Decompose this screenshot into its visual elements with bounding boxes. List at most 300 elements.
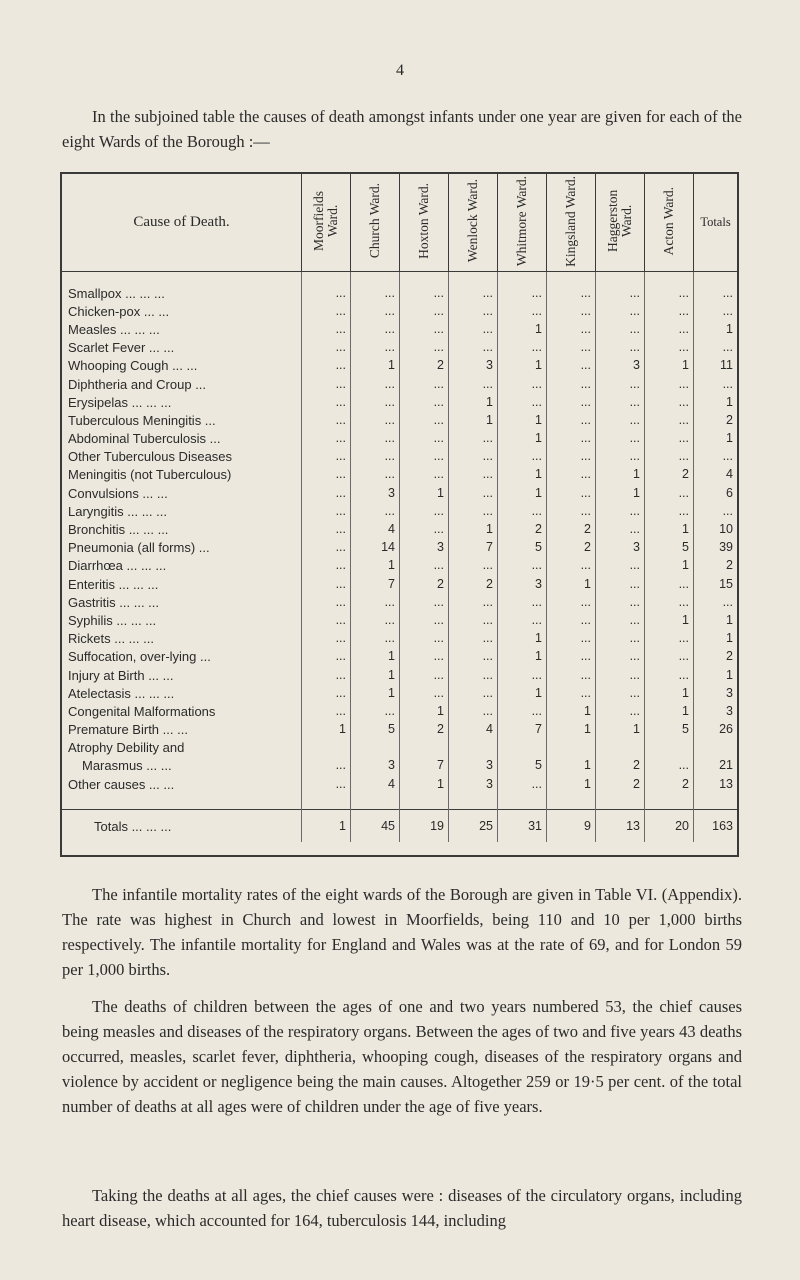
ward-value-cell (449, 793, 498, 810)
row-total-cell: 10 (694, 520, 738, 538)
ward-value-cell: ... (449, 648, 498, 666)
ward-value-cell: ... (547, 320, 596, 338)
ward-value-cell: 1 (498, 411, 547, 429)
ward-value-cell: ... (596, 448, 645, 466)
ward-value-cell: 1 (547, 721, 596, 739)
ward-value-cell: ... (596, 411, 645, 429)
ward-value-cell: ... (498, 302, 547, 320)
ward-value-cell (400, 272, 449, 285)
table-row (62, 539, 737, 557)
ward-value-cell: ... (351, 430, 400, 448)
row-total-cell: ... (694, 502, 738, 520)
cause-cell: Atelectasis ... ... ... (68, 685, 175, 701)
ward-value-cell (400, 739, 449, 757)
ward-value-cell: ... (302, 539, 351, 557)
ward-value-cell: ... (645, 484, 694, 502)
ward-value-cell: ... (400, 666, 449, 684)
ward-value-cell: ... (645, 648, 694, 666)
row-total-cell: 163 (694, 810, 738, 843)
ward-value-cell: ... (596, 575, 645, 593)
table-row (62, 666, 737, 684)
ward-value-cell: ... (400, 411, 449, 429)
ward-value-cell: ... (302, 520, 351, 538)
ward-value-cell (498, 739, 547, 757)
cause-cell: Whooping Cough ... ... (68, 358, 198, 374)
table-row (62, 320, 737, 338)
ward-value-cell (498, 793, 547, 810)
ward-value-cell: 31 (498, 810, 547, 843)
ward-header-label: Wenlock Ward. (465, 179, 480, 263)
table-row (62, 684, 737, 702)
ward-value-cell: ... (498, 393, 547, 411)
row-total-cell: 4 (694, 466, 738, 484)
ward-value-cell: 3 (498, 575, 547, 593)
ward-value-cell: ... (596, 375, 645, 393)
ward-value-cell: ... (596, 339, 645, 357)
ward-value-cell: ... (645, 393, 694, 411)
ward-header-label: Kingsland Ward. (563, 175, 578, 267)
ward-value-cell: ... (547, 484, 596, 502)
ward-value-cell: 1 (645, 520, 694, 538)
ward-header (351, 174, 400, 272)
ward-value-cell: ... (449, 702, 498, 720)
table-row (62, 721, 737, 739)
ward-value-cell: ... (596, 611, 645, 629)
ward-value-cell: 2 (547, 539, 596, 557)
ward-value-cell: ... (302, 466, 351, 484)
ward-value-cell (596, 739, 645, 757)
ward-value-cell: 1 (449, 520, 498, 538)
cause-cell: Smallpox ... ... ... (68, 285, 165, 301)
ward-value-cell: 1 (645, 702, 694, 720)
table-row (62, 775, 737, 793)
ward-value-cell: 1 (302, 810, 351, 843)
ward-value-cell: ... (400, 557, 449, 575)
paragraph-all-ages: Taking the deaths at all ages, the chief causes were : diseases of the circulatory organs, including heart disease, which accounted for 164, tuberculosis 144, including (62, 1186, 742, 1230)
cause-cell: Suffocation, over-lying ... (68, 649, 211, 665)
table-row (62, 302, 737, 320)
ward-value-cell: ... (596, 702, 645, 720)
ward-value-cell: 4 (449, 721, 498, 739)
table-row (62, 611, 737, 629)
ward-value-cell: 13 (596, 810, 645, 843)
table-row (62, 575, 737, 593)
ward-value-cell: 3 (449, 357, 498, 375)
table-row (62, 793, 737, 810)
totals-header: Totals (694, 174, 738, 272)
cause-cell: Injury at Birth ... ... (68, 667, 174, 683)
row-total-cell: 39 (694, 539, 738, 557)
row-total-cell: 1 (694, 430, 738, 448)
ward-value-cell: ... (596, 302, 645, 320)
ward-value-cell: ... (302, 684, 351, 702)
ward-value-cell: 1 (498, 357, 547, 375)
table-row (62, 375, 737, 393)
ward-value-cell: 1 (547, 775, 596, 793)
ward-value-cell: ... (498, 502, 547, 520)
ward-value-cell: 7 (498, 721, 547, 739)
ward-value-cell: 14 (351, 539, 400, 557)
ward-value-cell: ... (596, 393, 645, 411)
ward-value-cell (302, 793, 351, 810)
cause-cell: Laryngitis ... ... ... (68, 503, 167, 519)
ward-value-cell: 1 (547, 757, 596, 775)
ward-value-cell: ... (596, 284, 645, 302)
ward-value-cell: 7 (400, 757, 449, 775)
ward-value-cell (351, 793, 400, 810)
ward-value-cell: 5 (498, 539, 547, 557)
ward-value-cell: ... (351, 320, 400, 338)
ward-value-cell (547, 739, 596, 757)
ward-value-cell: ... (547, 684, 596, 702)
ward-value-cell: 1 (596, 484, 645, 502)
ward-value-cell: 25 (449, 810, 498, 843)
ward-value-cell: ... (400, 430, 449, 448)
ward-value-cell: ... (645, 757, 694, 775)
table-row (62, 430, 737, 448)
cause-cell: Convulsions ... ... (68, 485, 168, 501)
ward-value-cell: 1 (498, 430, 547, 448)
ward-value-cell: 1 (302, 721, 351, 739)
ward-value-cell (498, 272, 547, 285)
ward-value-cell: 1 (498, 630, 547, 648)
ward-value-cell: ... (645, 302, 694, 320)
row-total-cell: 6 (694, 484, 738, 502)
row-total-cell: 1 (694, 611, 738, 629)
ward-value-cell: ... (302, 630, 351, 648)
cause-cell: Diphtheria and Croup ... (68, 376, 207, 392)
ward-header (449, 174, 498, 272)
ward-value-cell: ... (351, 502, 400, 520)
row-total-cell: 21 (694, 757, 738, 775)
ward-value-cell: ... (449, 466, 498, 484)
ward-value-cell: 2 (449, 575, 498, 593)
ward-value-cell: ... (400, 393, 449, 411)
ward-value-cell: ... (547, 502, 596, 520)
ward-value-cell: ... (302, 430, 351, 448)
row-total-cell: 1 (694, 666, 738, 684)
cause-header: Cause of Death. (62, 174, 302, 272)
row-total-cell: ... (694, 339, 738, 357)
ward-value-cell: ... (596, 557, 645, 575)
table-row (62, 739, 737, 757)
ward-value-cell: 1 (449, 411, 498, 429)
ward-value-cell: ... (449, 284, 498, 302)
ward-value-cell: ... (302, 648, 351, 666)
ward-value-cell: ... (351, 411, 400, 429)
table-row (62, 484, 737, 502)
cause-cell: Enteritis ... ... ... (68, 576, 159, 592)
ward-value-cell: ... (645, 430, 694, 448)
ward-value-cell: ... (645, 375, 694, 393)
ward-value-cell: ... (596, 630, 645, 648)
ward-value-cell (351, 739, 400, 757)
ward-value-cell: 3 (351, 757, 400, 775)
table-header-row (62, 174, 737, 272)
ward-value-cell: ... (400, 648, 449, 666)
ward-value-cell: 2 (400, 575, 449, 593)
page-number: 4 (396, 62, 404, 79)
ward-value-cell: ... (351, 593, 400, 611)
ward-value-cell: ... (449, 557, 498, 575)
ward-value-cell: ... (449, 630, 498, 648)
cause-cell: Chicken-pox ... ... (68, 303, 170, 319)
table-row (62, 630, 737, 648)
ward-value-cell: ... (547, 339, 596, 357)
ward-value-cell: 1 (596, 466, 645, 484)
ward-value-cell: 1 (645, 611, 694, 629)
ward-value-cell: ... (302, 448, 351, 466)
ward-value-cell: ... (351, 702, 400, 720)
ward-value-cell: 2 (596, 757, 645, 775)
row-total-cell: 3 (694, 684, 738, 702)
ward-value-cell (596, 793, 645, 810)
ward-value-cell: 1 (351, 648, 400, 666)
ward-value-cell: ... (449, 502, 498, 520)
ward-value-cell: 2 (400, 721, 449, 739)
ward-value-cell: 3 (449, 757, 498, 775)
row-total-cell: 1 (694, 320, 738, 338)
ward-value-cell: ... (302, 411, 351, 429)
ward-value-cell: 1 (596, 721, 645, 739)
ward-value-cell: ... (645, 593, 694, 611)
table-row (62, 702, 737, 720)
cause-cell (62, 272, 302, 285)
ward-value-cell (645, 793, 694, 810)
ward-value-cell: ... (449, 666, 498, 684)
cause-cell: Meningitis (not Tuberculous) (68, 467, 232, 483)
ward-value-cell: 1 (449, 393, 498, 411)
ward-header (645, 174, 694, 272)
cause-cell: Erysipelas ... ... ... (68, 394, 172, 410)
ward-value-cell: ... (645, 575, 694, 593)
cause-cell: Pneumonia (all forms) ... (68, 540, 210, 556)
ward-value-cell: ... (645, 284, 694, 302)
ward-value-cell: ... (302, 393, 351, 411)
ward-value-cell: ... (547, 302, 596, 320)
ward-value-cell: ... (351, 448, 400, 466)
row-total-cell (694, 793, 738, 810)
table-body (62, 272, 737, 843)
ward-value-cell: 20 (645, 810, 694, 843)
row-total-cell: 2 (694, 648, 738, 666)
ward-value-cell: ... (547, 630, 596, 648)
ward-value-cell: ... (400, 520, 449, 538)
ward-value-cell: ... (400, 684, 449, 702)
ward-value-cell: 5 (645, 721, 694, 739)
ward-header-label: Hoxton Ward. (416, 183, 431, 259)
cause-cell: Tuberculous Meningitis ... (68, 412, 216, 428)
ward-value-cell: ... (302, 757, 351, 775)
row-total-cell: ... (694, 302, 738, 320)
ward-value-cell: ... (449, 430, 498, 448)
ward-value-cell: ... (498, 448, 547, 466)
ward-value-cell: 2 (645, 775, 694, 793)
ward-value-cell: ... (645, 448, 694, 466)
ward-value-cell: ... (498, 284, 547, 302)
table-row (62, 810, 737, 843)
table-row (62, 339, 737, 357)
cause-cell: Other causes ... ... (68, 776, 175, 792)
ward-value-cell: 2 (596, 775, 645, 793)
ward-value-cell: ... (351, 630, 400, 648)
ward-value-cell: ... (302, 320, 351, 338)
row-total-cell: ... (694, 448, 738, 466)
ward-value-cell: ... (302, 502, 351, 520)
ward-value-cell: ... (449, 339, 498, 357)
ward-value-cell: ... (302, 666, 351, 684)
cause-cell: Totals ... ... ... (62, 810, 302, 843)
ward-value-cell: ... (596, 430, 645, 448)
ward-value-cell: 3 (596, 357, 645, 375)
row-total-cell: 2 (694, 411, 738, 429)
ward-value-cell: 1 (498, 484, 547, 502)
ward-value-cell: ... (449, 320, 498, 338)
ward-value-cell: ... (645, 666, 694, 684)
ward-value-cell: ... (302, 593, 351, 611)
ward-value-cell: 4 (351, 775, 400, 793)
row-total-cell (694, 272, 738, 285)
mortality-table (60, 172, 739, 857)
ward-value-cell: ... (596, 320, 645, 338)
ward-value-cell: ... (351, 466, 400, 484)
ward-value-cell: 45 (351, 810, 400, 843)
ward-value-cell: 2 (498, 520, 547, 538)
ward-value-cell: 4 (351, 520, 400, 538)
cause-cell: Abdominal Tuberculosis ... (68, 431, 221, 447)
ward-value-cell (547, 272, 596, 285)
table-row (62, 393, 737, 411)
table-row (62, 593, 737, 611)
ward-value-cell: ... (302, 375, 351, 393)
ward-value-cell: ... (400, 284, 449, 302)
ward-value-cell: ... (596, 666, 645, 684)
ward-value-cell: ... (302, 357, 351, 375)
row-total-cell: 1 (694, 393, 738, 411)
ward-value-cell: 2 (400, 357, 449, 375)
ward-value-cell: ... (351, 375, 400, 393)
ward-value-cell: ... (547, 648, 596, 666)
ward-value-cell: ... (351, 611, 400, 629)
cause-cell: Gastritis ... ... ... (68, 594, 160, 610)
ward-value-cell: ... (645, 502, 694, 520)
table-row (62, 357, 737, 375)
ward-value-cell: ... (302, 302, 351, 320)
ward-value-cell: 2 (645, 466, 694, 484)
ward-value-cell: ... (449, 684, 498, 702)
ward-header-label: Moorfields Ward. (311, 191, 340, 251)
ward-header-label: Church Ward. (367, 183, 382, 259)
ward-value-cell: 19 (400, 810, 449, 843)
row-total-cell: ... (694, 593, 738, 611)
ward-value-cell: ... (498, 593, 547, 611)
ward-value-cell: ... (351, 393, 400, 411)
ward-value-cell (449, 739, 498, 757)
table-row (62, 648, 737, 666)
ward-value-cell: 1 (498, 466, 547, 484)
ward-value-cell: 1 (547, 702, 596, 720)
ward-value-cell: 2 (547, 520, 596, 538)
ward-value-cell: 3 (400, 539, 449, 557)
table-row (62, 284, 737, 302)
ward-value-cell: ... (547, 466, 596, 484)
ward-value-cell (302, 272, 351, 285)
table-row (62, 557, 737, 575)
ward-value-cell: 3 (449, 775, 498, 793)
ward-value-cell: ... (547, 284, 596, 302)
cause-cell (62, 793, 302, 810)
cause-cell: Atrophy Debility and (68, 740, 185, 756)
ward-value-cell: ... (302, 611, 351, 629)
table-row (62, 757, 737, 775)
ward-value-cell: 3 (351, 484, 400, 502)
ward-value-cell: 1 (400, 702, 449, 720)
ward-value-cell (302, 739, 351, 757)
ward-header (547, 174, 596, 272)
row-total-cell: 2 (694, 557, 738, 575)
table-row (62, 520, 737, 538)
ward-value-cell: ... (400, 502, 449, 520)
ward-value-cell: ... (498, 666, 547, 684)
ward-value-cell: ... (449, 375, 498, 393)
row-total-cell: 13 (694, 775, 738, 793)
cause-cell: Bronchitis ... ... ... (68, 522, 169, 538)
ward-value-cell: ... (547, 393, 596, 411)
ward-header-label: Haggerston Ward. (605, 189, 634, 253)
ward-value-cell: 1 (498, 684, 547, 702)
ward-value-cell: 1 (351, 666, 400, 684)
paragraph-child-deaths: The deaths of children between the ages of one and two years numbered 53, the chief causes being measles and diseases of the respiratory organs. Between the ages of two and five years 43 deaths occurred, measles, scarlet fever, diphtheria, whooping cough, diseases of the respiratory organs and violence by accident or negligence being the main causes. Altogether 259 or 19·5 per cent. of the total number of deaths at all ages were of children under the age of five years. (62, 997, 742, 1116)
ward-value-cell: 1 (547, 575, 596, 593)
ward-value-cell: ... (498, 611, 547, 629)
table-row (62, 272, 737, 285)
row-total-cell: 15 (694, 575, 738, 593)
ward-value-cell: 5 (645, 539, 694, 557)
ward-value-cell: 1 (351, 684, 400, 702)
ward-value-cell (449, 272, 498, 285)
ward-value-cell: ... (400, 466, 449, 484)
row-total-cell (694, 739, 738, 757)
ward-value-cell: ... (302, 284, 351, 302)
ward-value-cell: ... (547, 357, 596, 375)
ward-value-cell (645, 739, 694, 757)
ward-value-cell: ... (498, 702, 547, 720)
ward-value-cell: ... (302, 557, 351, 575)
ward-value-cell: ... (547, 611, 596, 629)
ward-value-cell: 1 (498, 320, 547, 338)
cause-cell: Rickets ... ... ... (68, 631, 154, 647)
ward-value-cell: ... (351, 302, 400, 320)
ward-value-cell: 1 (400, 775, 449, 793)
ward-value-cell (351, 272, 400, 285)
ward-value-cell: ... (547, 411, 596, 429)
ward-value-cell: 1 (645, 557, 694, 575)
ward-value-cell: ... (400, 593, 449, 611)
ward-value-cell (547, 793, 596, 810)
ward-header (498, 174, 547, 272)
ward-header (302, 174, 351, 272)
ward-value-cell: 1 (645, 684, 694, 702)
ward-header (400, 174, 449, 272)
ward-value-cell: 5 (498, 757, 547, 775)
ward-value-cell: ... (498, 775, 547, 793)
cause-cell: Syphilis ... ... ... (68, 612, 157, 628)
cause-cell: Measles ... ... ... (68, 321, 160, 337)
ward-value-cell: 1 (351, 557, 400, 575)
ward-header-label: Acton Ward. (661, 186, 676, 256)
ward-value-cell: ... (645, 320, 694, 338)
ward-value-cell: ... (645, 630, 694, 648)
